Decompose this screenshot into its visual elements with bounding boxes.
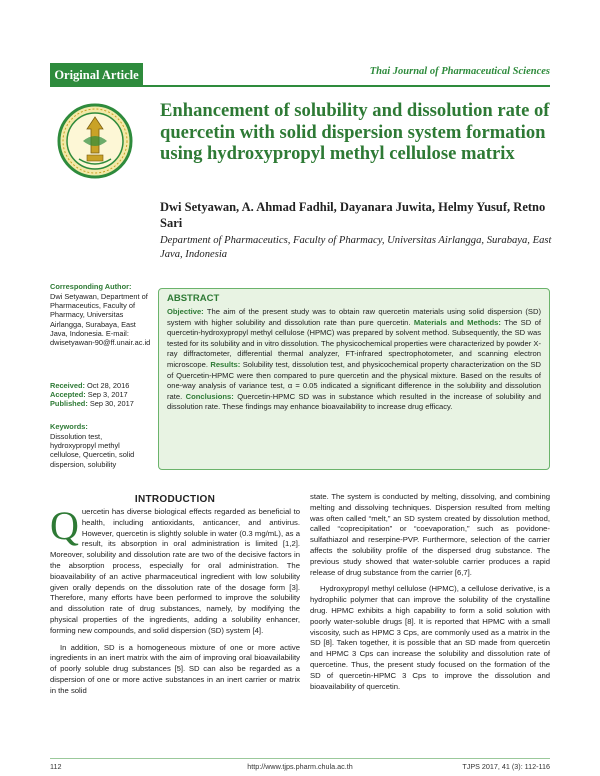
body-column-right <box>310 492 550 698</box>
affiliation: Department of Pharmaceutics, Faculty of Pharmacy, Universitas Airlangga, Surabaya, East Java, Indonesia <box>160 235 552 260</box>
author-list: Dwi Setyawan, A. Ahmad Fadhil, Dayanara Juwita, Helmy Yusuf, Retno Sari <box>160 200 546 230</box>
introduction-heading: INTRODUCTION <box>134 494 216 505</box>
drop-cap: Q <box>50 503 79 548</box>
corresponding-author-heading: Corresponding Author: <box>50 282 132 291</box>
header-divider <box>143 85 550 87</box>
received-date: Received: Oct 28, 2016 <box>50 381 130 390</box>
university-seal-icon <box>57 103 133 179</box>
article-title: Enhancement of solubility and dissolution rate of quercetin with solid dispersion system formation using hydroxypropyl methyl cellulose matrix <box>160 100 550 164</box>
intro-paragraph-3: state. The system is conducted by melting, dissolving, and combining melting and dissolving techniques. Dispersion resulted from melting was often called “melt,” an SD system created by dissolution method, called “coprecipitation” or “coevaporation,” such as povidone-sulfathiazol and reserpine-PVP. Furthermore, selection of the carrier affects the solubility profile of the dispersed drug substance. The previous study showed that water-soluble carrier produces a rapid release of drug substance from the carrier [6,7]. <box>310 492 550 577</box>
article-dates <box>50 381 150 409</box>
corresponding-author-details: Dwi Setyawan, Department of Pharmaceutics, Faculty of Pharmacy, Universitas Airlangga, Surabaya, East Java, Indonesia. E-mail: dwisetyawan-90@ff.unair.ac.id <box>50 292 151 348</box>
published-date: Published: Sep 30, 2017 <box>50 399 134 409</box>
footer-divider <box>50 758 550 759</box>
journal-url[interactable]: http://www.tjps.pharm.chula.ac.th <box>247 762 353 771</box>
article-type-badge: Original Article <box>50 63 143 87</box>
keywords-heading: Keywords: <box>50 422 88 431</box>
abstract-box <box>158 288 550 470</box>
journal-name: Thai Journal of Pharmaceutical Sciences <box>369 66 550 77</box>
intro-paragraph-4: Hydroxypropyl methyl cellulose (HPMC), a cellulose derivative, is a hydrophilic polymer that can improve the solubility of the crystalline drug. HPMC exhibits a high capability to form a solid solution with poorly water-soluble drugs [8]. It is reported that HPMC with a small viscosity, such as HPMC 3 Cps, are commonly used as a matrix in the SD [8]. Taken together, it is possible that an SD made from quercetin and HPMC 3 Cps can increase the solubility and dissolution rate of quercetine. Thus, the present study focused on the formation of the SD of quercetin-HPMC 3 Cps to improve the dissolution and bioavailability of quercetin. <box>310 584 550 691</box>
abstract-heading: ABSTRACT <box>167 293 220 304</box>
intro-paragraph-1: Quercetin has diverse biological effects regarded as beneficial to health, including antioxidants, anticancer, and antivirus. However, quercetin is slightly soluble in water (0.3 mg/mL), as a result, its absorption in oral administration is limited [1,2]. Moreover, solubility and dissolution rate are two of the decisive factors in the absorption process, especially for oral administration. The bioavailability of an active pharmaceutical ingredient with low solubility given orally depends on the dissolution rate of the dosage form [3]. Therefore, many efforts have been performed to improve the solubility and dissolution rate of drug substances, namely, by modifying the physical properties of the ingredients, adding a solubility enhancer, forming new compounds, and solid dispersion (SD) system [4]. <box>50 503 300 635</box>
keywords-list: Dissolution test, hydroxypropyl methyl cellulose, Quercetin, solid dispersion, solubility <box>50 432 135 469</box>
body-column-left <box>50 503 300 703</box>
intro-paragraph-2: In addition, SD is a homogeneous mixture of one or more active ingredients in an inert matrix with the aim of improving oral bioavailability of poorly soluble drug substances [5]. SD can also be regarded as a dispersion of one or more active substances in an inert carrier or matrix in the solid <box>50 642 300 695</box>
abstract-text: Objective: The aim of the present study was to obtain raw quercetin materials using solid dispersion (SD) system with higher solubility and dissolution rate than pure quercetin. Materials and Methods: The SD of quercetin-hydroxypropyl methyl cellulose (HPMC) was prepared by solvent method. Subsequently, the SD was tested for its solubility and in vitro dissolution. The physicochemical properties were characterized by powder X-ray diffractometer, differential thermal analyzer, FT-infrared spectrophotometer, and scanning electron microscope. Results: Solubility test, dissolution test, and physicochemical property characterization on the SD of Quercetin-HPMC were then compared to pure quercetin and the physical mixture. Based on the results of one-way analysis of variance test, α = 0.05 indicated a significant difference in the solubility and dissolution rate. Conclusions: Quercetin-HPMC SD was in substance which resulted in the increase of solubility and dissolution rate. These findings may enhance bioavailability to increase drug efficacy. <box>167 307 541 412</box>
page-number: 112 <box>50 762 62 771</box>
accepted-date: Accepted: Sep 3, 2017 <box>50 390 128 400</box>
citation: TJPS 2017, 41 (3): 112-116 <box>462 762 550 771</box>
